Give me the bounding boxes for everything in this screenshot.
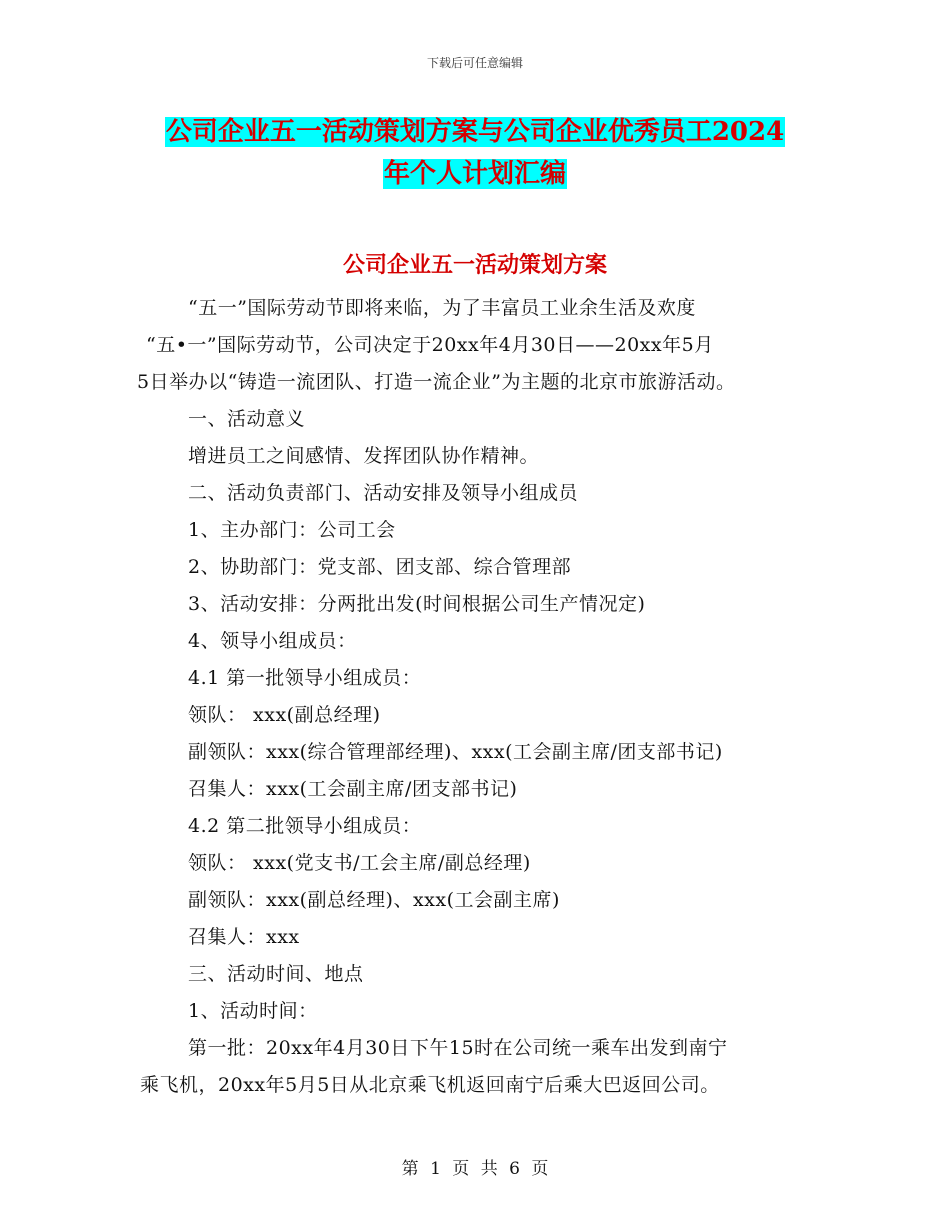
page-footer: 第 1 页 共 6 页 (401, 1159, 549, 1179)
document-title-line-1 (0, 114, 950, 150)
paragraph-line: 第一批：20xx年4月30日下午15时在公司统一乘车出发到南宁 (188, 1037, 728, 1059)
list-item: 召集人：xxx (188, 926, 300, 948)
heading-departments: 二、活动负责部门、活动安排及领导小组成员 (188, 482, 579, 504)
document-title-line-2 (0, 156, 950, 192)
list-item: 2、协助部门：党支部、团支部、综合管理部 (188, 556, 572, 578)
list-item: 4、领导小组成员： (188, 630, 357, 652)
document-title-text-1: 公司企业五一活动策划方案与公司企业优秀员工2024 (165, 117, 785, 147)
document-title-text-2: 年个人计划汇编 (383, 159, 566, 189)
list-item: 1、主办部门：公司工会 (188, 519, 396, 541)
paragraph-line: 5日举办以“铸造一流团队、打造一流企业”为主题的北京市旅游活动。 (137, 371, 736, 393)
list-item: 领队： xxx(副总经理) (188, 704, 381, 726)
paragraph-line: “五一”国际劳动节即将来临，为了丰富员工业余生活及欢度 (188, 297, 696, 319)
heading-time-place: 三、活动时间、地点 (188, 963, 364, 985)
heading-activity-meaning: 一、活动意义 (188, 408, 306, 430)
list-item: 副领队：xxx(副总经理)、xxx(工会副主席) (188, 889, 560, 911)
list-item: 4.1 第一批领导小组成员： (188, 667, 422, 689)
list-item: 召集人：xxx(工会副主席/团支部书记) (188, 778, 518, 800)
paragraph-line: 乘飞机，20xx年5月5日从北京乘飞机返回南宁后乘大巴返回公司。 (140, 1074, 720, 1096)
list-item: 1、活动时间： (188, 1000, 318, 1022)
list-item: 领队： xxx(党支书/工会主席/副总经理) (188, 852, 531, 874)
paragraph-line: “五•一”国际劳动节，公司决定于20xx年4月30日——20xx年5月 (146, 334, 714, 356)
section-title: 公司企业五一活动策划方案 (342, 252, 607, 278)
header-note: 下载后可任意编辑 (426, 56, 523, 70)
paragraph-line: 增进员工之间感情、发挥团队协作精神。 (188, 445, 540, 467)
list-item: 3、活动安排：分两批出发(时间根据公司生产情况定) (188, 593, 646, 615)
list-item: 副领队：xxx(综合管理部经理)、xxx(工会副主席/团支部书记) (188, 741, 723, 763)
list-item: 4.2 第二批领导小组成员： (188, 815, 422, 837)
